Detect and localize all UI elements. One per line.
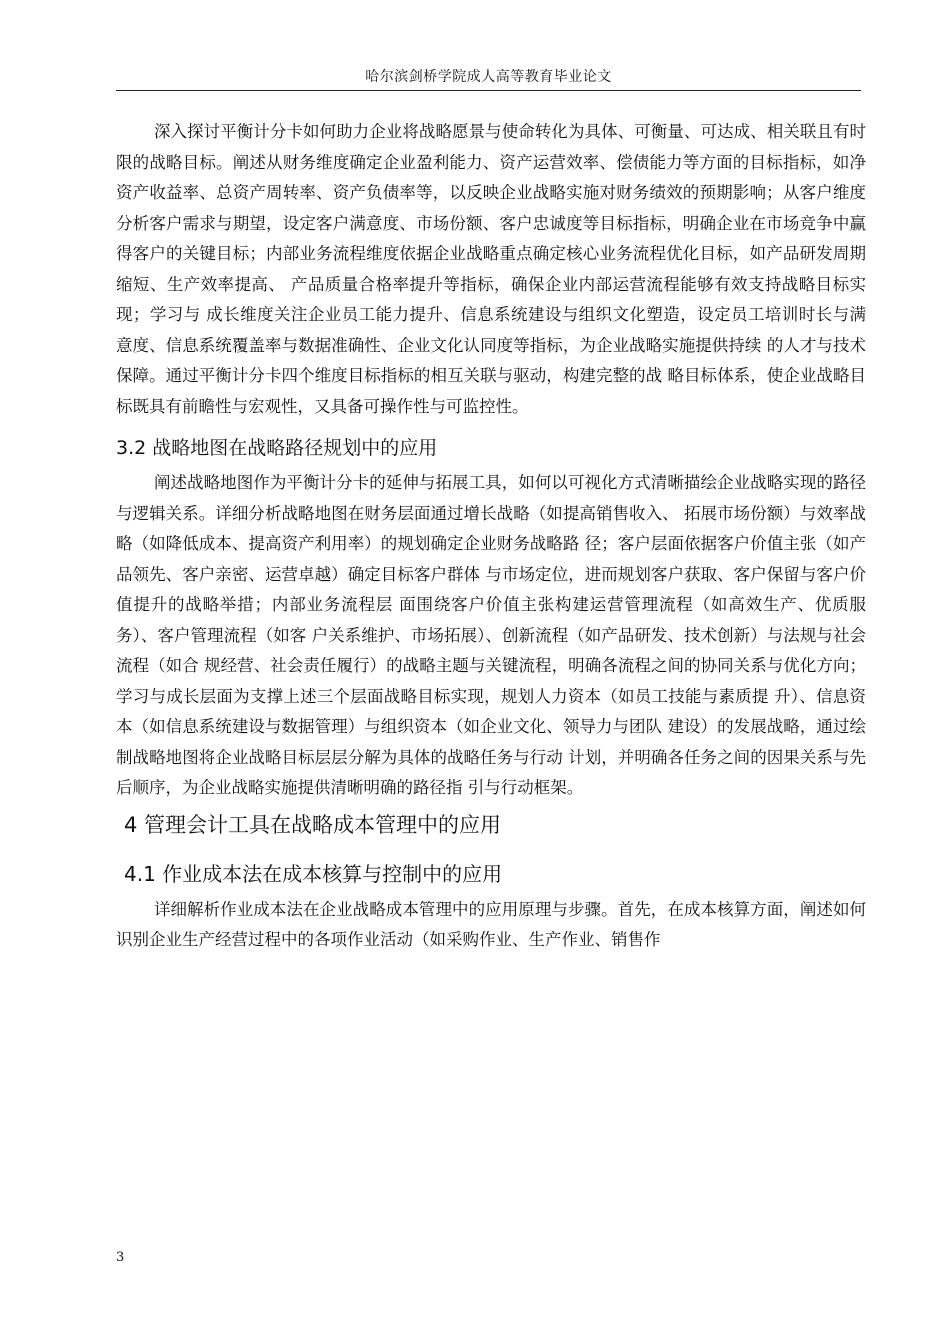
paragraph-balanced-scorecard-goals: 深入探讨平衡计分卡如何助力企业将战略愿景与使命转化为具体、可衡量、可达成、相关联且有时限的战略目标。阐述从财务维度确定企业盈利能力、资产运营效率、偿债能力等方面的目标指标，如净资产收益率、总资产周转率、资产负债率等，以反映企业战略实施对财务绩效的预期影响；从客户维度分析客户需求与期望，设定客户满意度、市场份额、客户忠诚度等目标指标，明确企业在市场竞争中赢得客户的关键目标；内部业务流程维度依据企业战略重点确定核心业务流程优化目标，如产品研发周期缩短、生产效率提高、 产品质量合格率提升等指标，确保企业内部运营流程能够有效支持战略目标实现；学习与 成长维度关注企业员工能力提升、信息系统建设与组织文化塑造，设定员工培训时长与满 意度、信息系统覆盖率与数据准确性、企业文化认同度等指标，为企业战略实施提供持续 的人才与技术保障。通过平衡计分卡四个维度目标指标的相互关联与驱动，构建完整的战 略目标体系，使企业战略目标既具有前瞻性与宏观性，又具备可操作性与可监控性。 xyxy=(116,122,866,416)
paragraph-strategy-map: 阐述战略地图作为平衡计分卡的延伸与拓展工具，如何以可视化方式清晰描绘企业战略实现的路径与逻辑关系。详细分析战略地图在财务层面通过增长战略（如提高销售收入、 拓展市场份额）与效率战略（如降低成本、提高资产利用率）的规划确定企业财务战略路 径；客户层面依据客户价值主张（如产品领先、客户亲密、运营卓越）确定目标客户群体 与市场定位，进而规划客户获取、客户保留与客户价值提升的战略举措；内部业务流程层 面围绕客户价值主张构建运营管理流程（如高效生产、优质服务）、客户管理流程（如客 户关系维护、市场拓展）、创新流程（如产品研发、技术创新）与法规与社会流程（如合 规经营、社会责任履行）的战略主题与关键流程，明确各流程之间的协同关系与优化方向； 学习与成长层面为支撑上述三个层面战略目标实现，规划人力资本（如员工技能与素质提 升）、信息资本（如信息系统建设与数据管理）与组织资本（如企业文化、领导力与团队 建设）的发展战略，通过绘制战略地图将企业战略目标层层分解为具体的战略任务与行动 计划，并明确各任务之间的因果关系与先后顺序，为企业战略实施提供清晰明确的路径指 引与行动框架。 xyxy=(116,473,866,797)
section-heading-3-2: 3.2 战略地图在战略路径规划中的应用 xyxy=(116,437,438,459)
page-number: 3 xyxy=(116,1250,125,1265)
header-divider xyxy=(116,90,861,91)
paragraph-activity-based-costing: 详细解析作业成本法在企业战略成本管理中的应用原理与步骤。首先，在成本核算方面，阐述如何识别企业生产经营过程中的各项作业活动（如采购作业、生产作业、销售作 xyxy=(116,899,866,949)
section-heading-4-1: 4.1 作业成本法在成本核算与控制中的应用 xyxy=(124,861,503,886)
page-body xyxy=(116,117,866,956)
running-header: 哈尔滨剑桥学院成人高等教育毕业论文 xyxy=(365,69,612,85)
chapter-heading-4: 4 管理会计工具在战略成本管理中的应用 xyxy=(124,812,502,837)
